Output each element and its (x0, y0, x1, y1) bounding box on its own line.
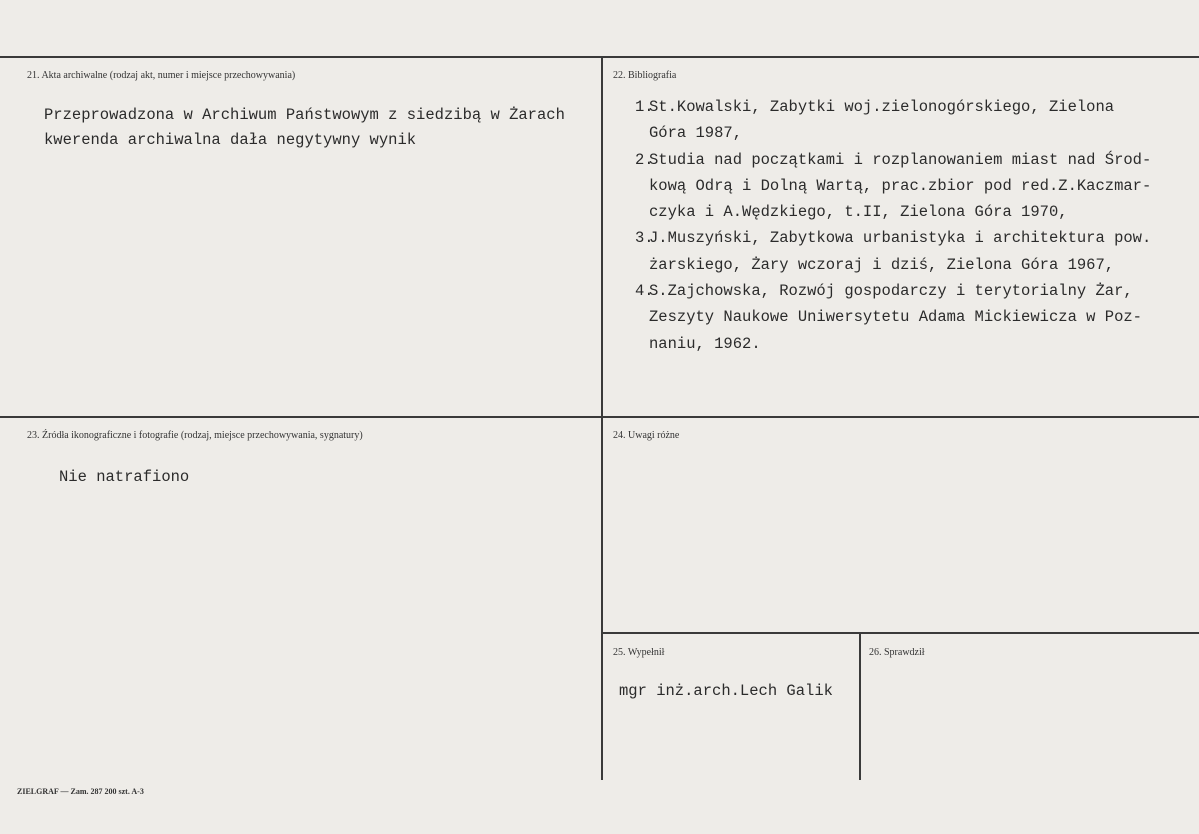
section-26-label: 26. Sprawdził (869, 647, 925, 658)
printer-imprint: ZIELGRAF — Zam. 287 200 szt. A-3 (17, 787, 144, 796)
bibliography-item: 4.S.Zajchowska, Rozwój gospodarczy i terytorialny Żar, Zeszyty Naukowe Uniwersytetu Adama Mickiewicza w Poz- naniu, 1962. (635, 282, 1142, 353)
section-25-text: mgr inż.arch.Lech Galik (619, 682, 833, 700)
center-divider (601, 57, 603, 417)
section-21-label: 21. Akta archiwalne (rodzaj akt, numer i miejsce przechowywania) (27, 70, 296, 81)
lower-center-divider (601, 417, 603, 780)
section-21-line-1: Przeprowadzona w Archiwum Państwowym z siedzibą w Żarach (44, 106, 565, 124)
bibliography-item: 2.Studia nad początkami i rozplanowaniem miast nad Środ- kową Odrą i Dolną Wartą, prac.zbior pod red.Z.Kaczmar- czyka i A.Wędzkiego, t.II, Zielona Góra 1970, (635, 150, 1152, 222)
signature-rule (603, 632, 1199, 634)
section-23-label: 23. Źródła ikonograficzne i fotografie (rodzaj, miejsce przechowywania, sygnatury) (27, 430, 363, 441)
bibliography-item: 3.J.Muszyński, Zabytkowa urbanistyka i architektura pow. żarskiego, Żary wczoraj i dziś, Zielona Góra 1967, (635, 229, 1152, 274)
bibliography-list (635, 94, 1151, 357)
section-23-text: Nie natrafiono (59, 468, 190, 486)
signature-divider (859, 633, 861, 780)
section-24-label: 24. Uwagi różne (613, 430, 680, 441)
section-22-label: 22. Bibliografia (613, 70, 677, 81)
section-25-label: 25. Wypełnił (613, 647, 665, 658)
section-21-line-2: kwerenda archiwalna dała negytywny wynik (44, 131, 417, 149)
bibliography-item: 1.St.Kowalski, Zabytki woj.zielonogórskiego, Zielona Góra 1987, (635, 98, 1115, 143)
top-rule (0, 56, 1199, 58)
middle-rule (0, 416, 1199, 418)
